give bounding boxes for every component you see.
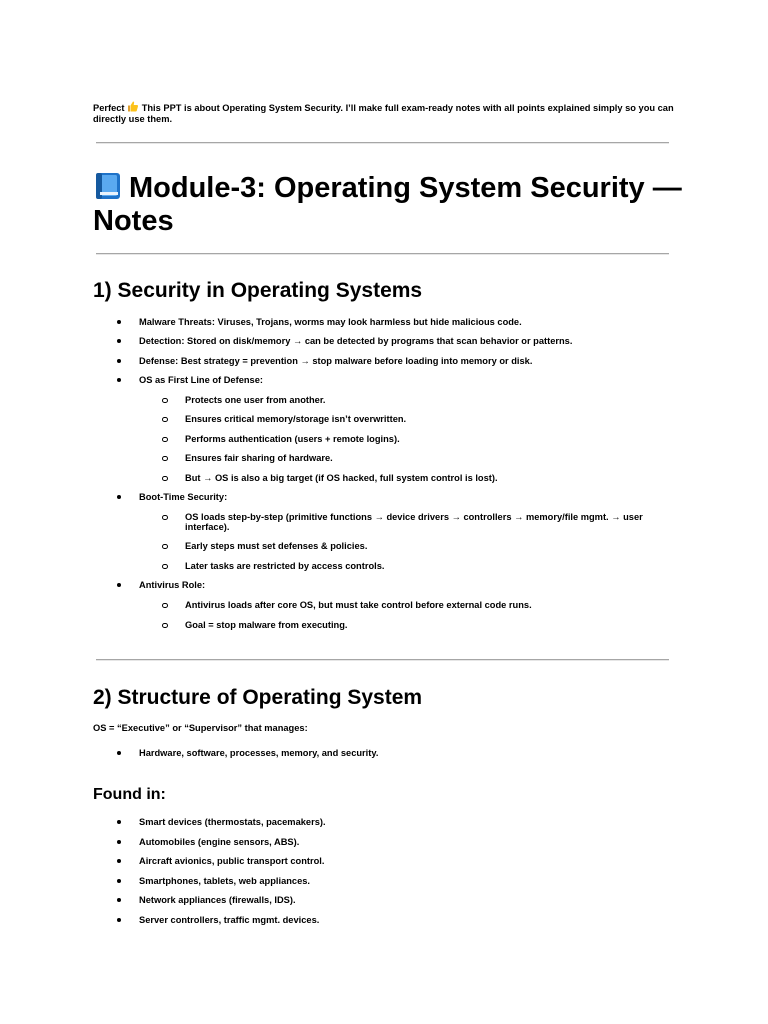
list-item: Boot-Time Security:: [139, 492, 639, 502]
sub-list-item: OS loads step-by-step (primitive functions → device drivers → controllers → memory/file mgmt. → user interface).: [185, 512, 645, 532]
section-2-heading: 2) Structure of Operating System: [93, 686, 423, 709]
intro-paragraph: [93, 101, 683, 125]
sub-list-item: Early steps must set defenses & policies.: [185, 541, 645, 551]
sub-list-item: Later tasks are restricted by access controls.: [185, 561, 645, 571]
list-item: OS as First Line of Defense:: [139, 375, 639, 385]
divider-after-title: [96, 253, 669, 255]
list-item: Defense: Best strategy = prevention → stop malware before loading into memory or disk.: [139, 356, 639, 366]
list-item: Antivirus Role:: [139, 580, 639, 590]
divider-section-2: [96, 659, 669, 661]
list-item: Hardware, software, processes, memory, and security.: [139, 748, 639, 758]
list-item: Smart devices (thermostats, pacemakers).: [139, 817, 639, 827]
page-title: [93, 172, 683, 238]
list-item: Detection: Stored on disk/memory → can be detected by programs that scan behavior or patterns.: [139, 336, 639, 346]
page-title-text: Module-3: Operating System Security — Notes: [93, 172, 682, 237]
blue-book-icon: [93, 172, 123, 200]
list-item: Aircraft avionics, public transport control.: [139, 856, 639, 866]
sub-list-item: Protects one user from another.: [185, 395, 645, 405]
intro-text-end: This PPT is about Operating System Security. I’ll make full exam-ready notes with all points explained simply so you can directly use them.: [93, 103, 674, 124]
intro-text-start: Perfect: [93, 103, 128, 113]
divider-top: [96, 142, 669, 144]
list-item: Malware Threats: Viruses, Trojans, worms may look harmless but hide malicious code.: [139, 317, 639, 327]
list-item: Server controllers, traffic mgmt. devices.: [139, 915, 639, 925]
list-item: Smartphones, tablets, web appliances.: [139, 876, 639, 886]
sub-list-item: Antivirus loads after core OS, but must take control before external code runs.: [185, 600, 645, 610]
sub-list-item: But → OS is also a big target (if OS hacked, full system control is lost).: [185, 473, 645, 483]
sub-list-item: Ensures critical memory/storage isn’t overwritten.: [185, 414, 645, 424]
sub-list-item: Performs authentication (users + remote logins).: [185, 434, 645, 444]
sub-list-item: Goal = stop malware from executing.: [185, 620, 645, 630]
list-item: Automobiles (engine sensors, ABS).: [139, 837, 639, 847]
found-in-heading: Found in:: [93, 786, 166, 803]
sub-list-item: Ensures fair sharing of hardware.: [185, 453, 645, 463]
thumbs-up-icon: [127, 101, 139, 112]
section-1-heading: 1) Security in Operating Systems: [93, 279, 423, 302]
list-item: Network appliances (firewalls, IDS).: [139, 895, 639, 905]
section-2-intro: OS = “Executive” or “Supervisor” that manages:: [93, 723, 308, 733]
